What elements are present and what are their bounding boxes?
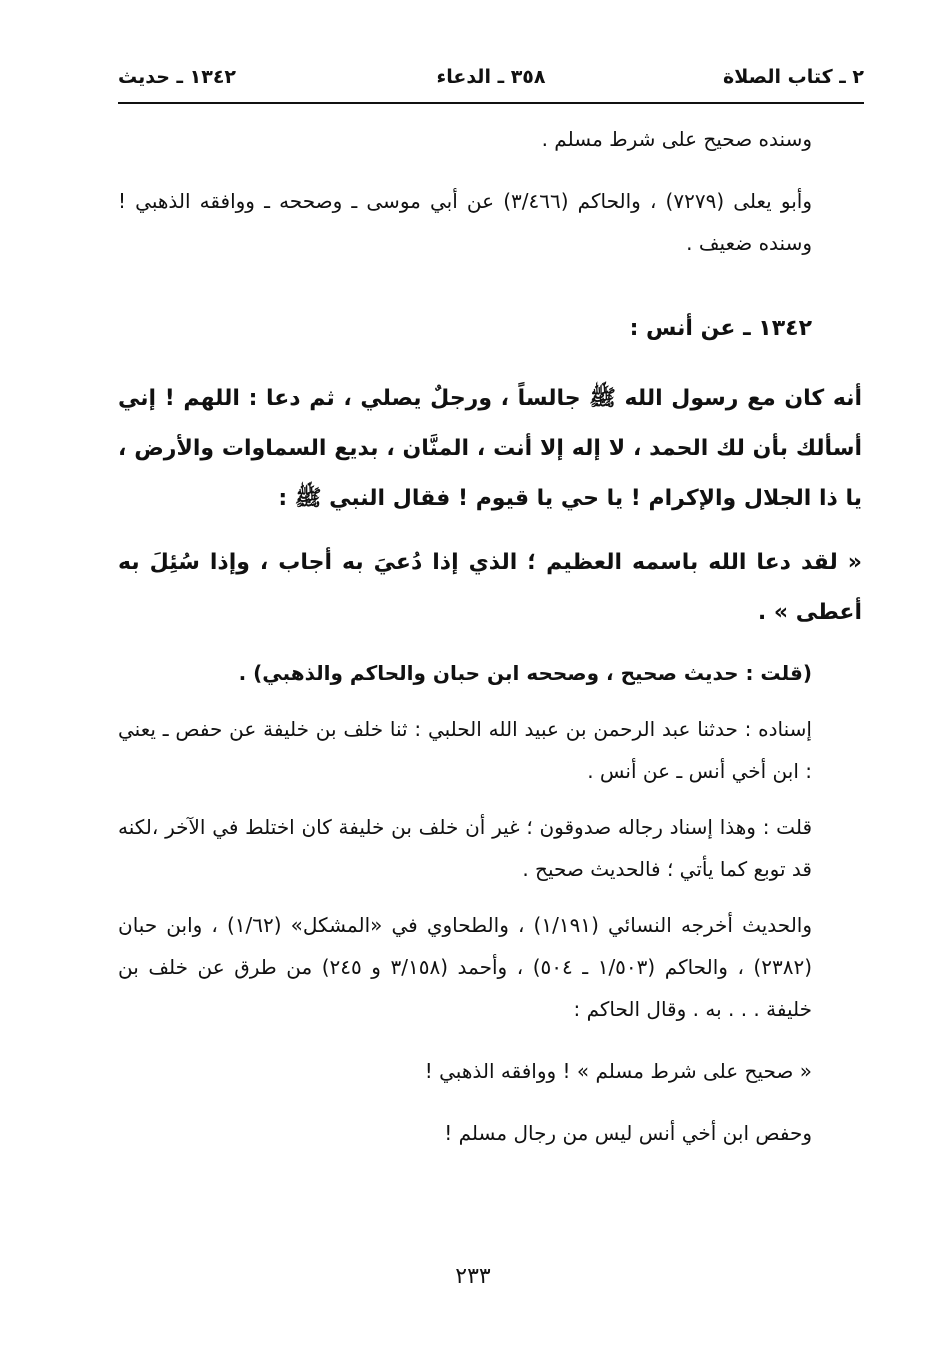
grading-statement: (قلت : حديث صحيح ، وصححه ابن حبان والحاكم والذهبي) . [238,661,812,685]
paragraph-sanad-note: وسنده صحيح على شرط مسلم . [541,127,812,151]
paragraph-isnad: إسناده : حدثنا عبد الرحمن بن عبيد الله الحلبي : ثنا خلف بن خليفة عن حفص ـ يعني : ابن أخي أنس ـ عن أنس . [118,717,812,783]
paragraph-abu-yala: وأبو يعلى (٧٢٧٩) ، والحاكم (٣/٤٦٦) عن أبي موسى ـ وصححه ـ ووافقه الذهبي ! وسنده ضعيف . [118,189,812,255]
paragraph-takhrij: والحديث أخرجه النسائي (١/١٩١) ، والطحاوي في «المشكل» (١/٦٢) ، وابن حبان (٢٣٨٢) ، والحاكم (١/٥٠٣ ـ ٥٠٤) ، وأحمد (٣/١٥٨ و ٢٤٥) من طرق عن خلف بن خليفة . . . به . وقال الحاكم : [118,913,813,1021]
hadith-text: أنه كان مع رسول الله ﷺ جالساً ، ورجلٌ يصلي ، ثم دعا : اللهم ! إني أسألك بأن لك الحمد ، لا إله إلا أنت ، المنَّان ، بديع السماوات والأرض ، يا ذا الجلال والإكرام ! يا حي يا قيوم ! فقال النبي ﷺ : [118,386,862,511]
running-header [118,62,864,102]
header-hadith-number: ١٣٤٢ ـ حديث [118,66,237,88]
paragraph-hakim-quote: « صحيح على شرط مسلم » ! ووافقه الذهبي ! [424,1059,812,1083]
hadith-quote: « لقد دعا الله باسمه العظيم ؛ الذي إذا دُعيَ به أجاب ، وإذا سُئِلَ به أعطى » . [118,550,862,625]
header-divider [118,102,864,104]
hadith-heading: ١٣٤٢ ـ عن أنس : [629,316,812,341]
paragraph-commentary: قلت : وهذا إسناد رجاله صدوقون ؛ غير أن خلف بن خليفة كان اختلط في الآخر ،لكنه قد توبع كما يأتي ؛ فالحديث صحيح . [118,815,812,881]
page-body [118,118,862,1154]
header-book-title: ٢ ـ كتاب الصلاة [723,66,864,88]
page-number: ٢٣٣ [455,1264,491,1289]
paragraph-final-note: وحفص ابن أخي أنس ليس من رجال مسلم ! [444,1121,812,1145]
header-chapter-title: ٣٥٨ ـ الدعاء [436,66,546,88]
